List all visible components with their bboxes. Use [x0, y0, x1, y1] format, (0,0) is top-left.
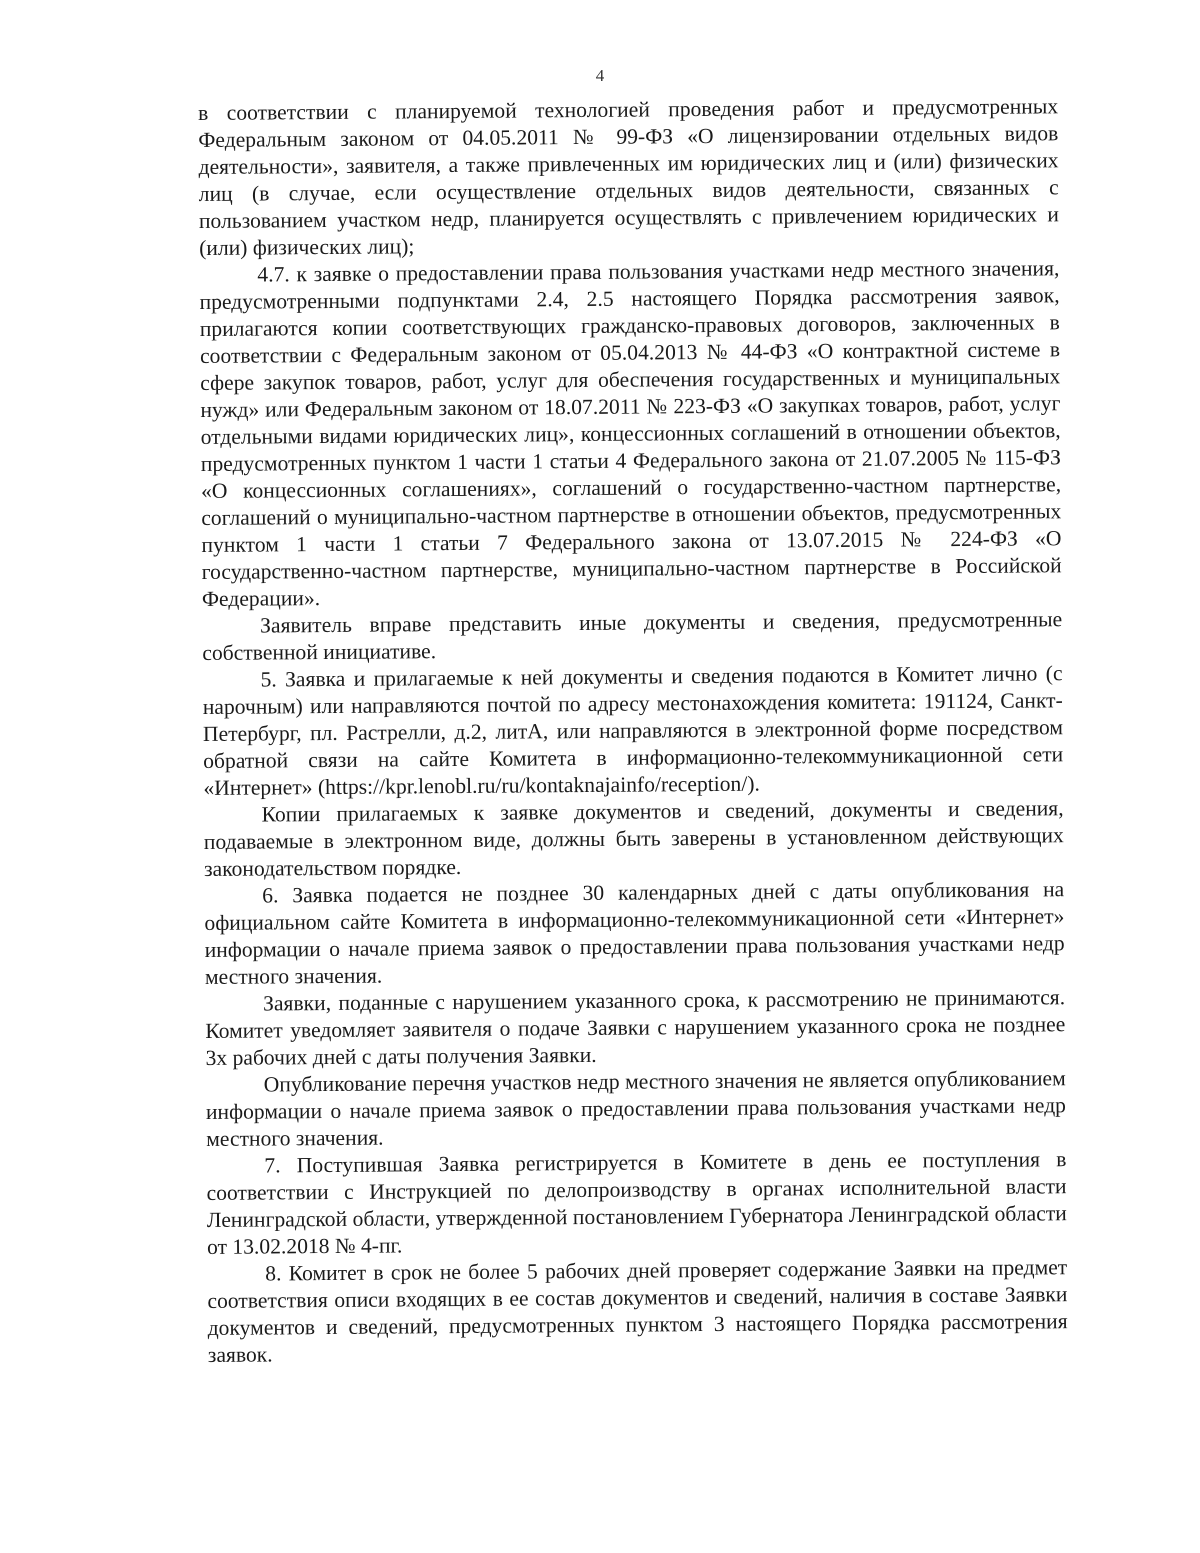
paragraph-5: 5. Заявка и прилагаемые к ней документы и сведения подаются в Комитет лично (с нарочным) или направляются почтой по адресу местонахождения комитета: 191124, Санкт-Петербург, пл. Растрелли, д.2, литА, или направляются в электронной форме посредством обратной связи на сайте Комитета в информационно-телекоммуникационной сети «Интернет» (https://kpr.lenobl.ru/ru/kontaknajainfo/reception/).	[202, 661, 1064, 800]
page-number: 4	[595, 66, 605, 85]
paragraph-copies: Копии прилагаемых к заявке документов и сведений, документы и сведения, подаваемые в электронном виде, должны быть заверены в установленном действующих законодательством порядке.	[203, 796, 1064, 881]
document-body	[198, 93, 1068, 1369]
paragraph-6: 6. Заявка подается не позднее 30 календарных дней с даты опубликования на официальном сайте Комитета в информационно-телекоммуникационной сети «Интернет» информации о начале приема заявок о предоставлении права пользования участками недр местного значения.	[204, 877, 1065, 989]
paragraph-applicant-right: Заявитель вправе представить иные документы и сведения, предусмотренные собственной инициативе.	[202, 607, 1063, 665]
paragraph-late-applications: Заявки, поданные с нарушением указанного срока, к рассмотрению не принимаются. Комитет уведомляет заявителя о подаче Заявки с нарушением указанного срока не позднее 3х рабочих дней с даты получения Заявки.	[205, 985, 1066, 1070]
paragraph-continuation: в соответствии с планируемой технологией проведения работ и предусмотренных Федеральным законом от 04.05.2011 № 99-ФЗ «О лицензировании отдельных видов деятельности», заявителя, а также привлеченных им юридических лиц и (или) физических лиц (в случае, если осуществление отдельных видов деятельности, связанных с пользованием участком недр, планируется осуществлять с привлечением юридических и (или) физических лиц);	[198, 94, 1060, 260]
paragraph-7: 7. Поступившая Заявка регистрируется в Комитете в день ее поступления в соответствии с Инструкцией по делопроизводству в органах исполнительной власти Ленинградской области, утвержденной постановлением Губернатора Ленинградской области от 13.02.2018 № 4-пг.	[206, 1147, 1067, 1259]
paragraph-4-7: 4.7. к заявке о предоставлении права пользования участками недр местного значения, предусмотренными подпунктами 2.4, 2.5 настоящего Порядка рассмотрения заявок, прилагаются копии соответствующих гражданско-правовых договоров, заключенных в соответствии с Федеральным законом от 05.04.2013 № 44-ФЗ «О контрактной системе в сфере закупок товаров, работ, услуг для обеспечения государственных и муниципальных нужд» или Федеральным законом от 18.07.2011 № 223-ФЗ «О закупках товаров, работ, услуг отдельными видами юридических лиц», концессионных соглашений в отношении объектов, предусмотренных пунктом 1 части 1 статьи 4 Федерального закона от 21.07.2005 № 115-ФЗ «О концессионных соглашениях», соглашений о государственно-частном партнерстве, соглашений о муниципально-частном партнерстве в отношении объектов, предусмотренных пунктом 1 части 1 статьи 7 Федерального закона от 13.07.2015 № 224-ФЗ «О государственно-частном партнерстве, муниципально-частном партнерстве в Российской Федерации».	[199, 256, 1062, 611]
paragraph-publication: Опубликование перечня участков недр местного значения не является опубликованием информации о начале приема заявок о предоставлении права пользования участками недр местного значения.	[205, 1066, 1067, 1151]
paragraph-8: 8. Комитет в срок не более 5 рабочих дней проверяет содержание Заявки на предмет соответствия описи входящих в ее состав документов и сведений, наличия в составе Заявки документов и сведений, предусмотренных пунктом 3 настоящего Порядка рассмотрения заявок.	[207, 1255, 1068, 1367]
